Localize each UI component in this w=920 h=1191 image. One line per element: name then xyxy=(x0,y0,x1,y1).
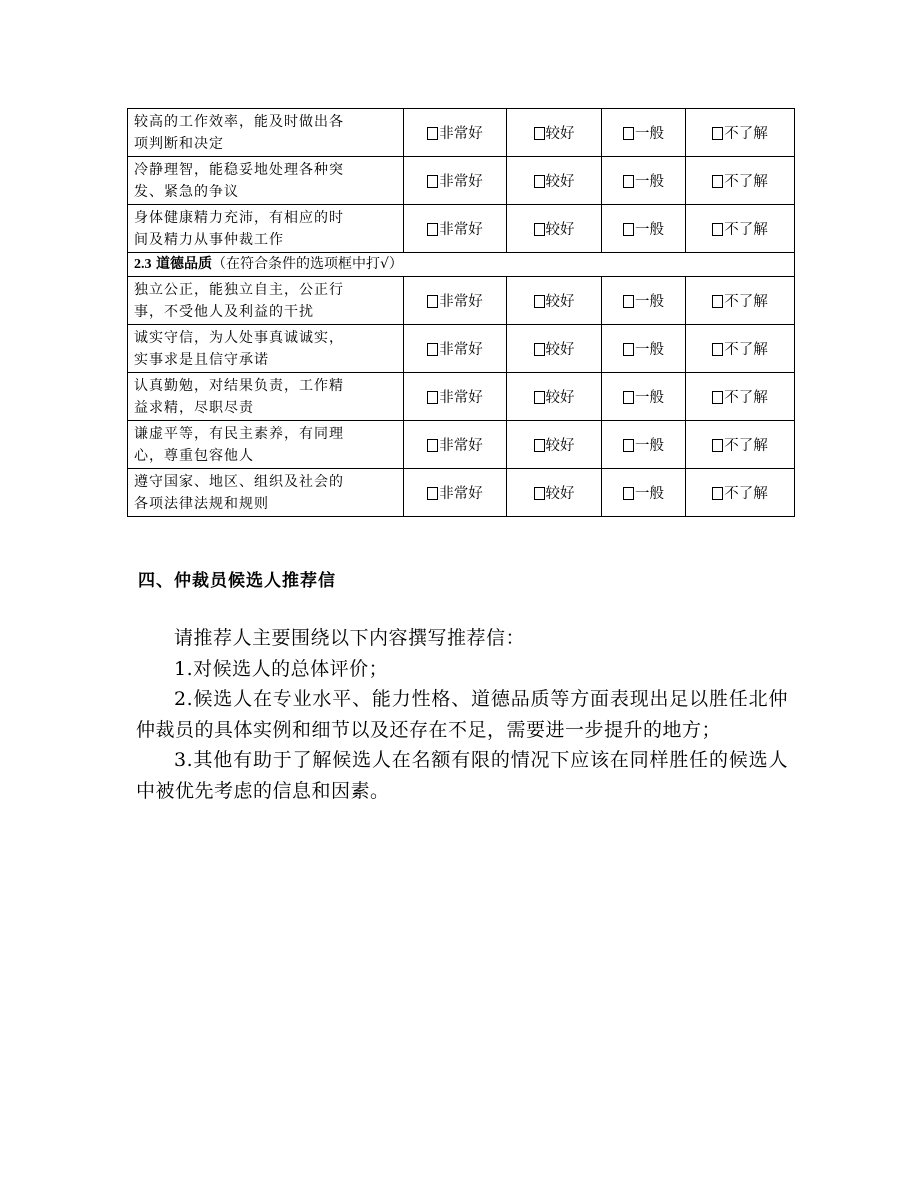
checkbox-icon[interactable] xyxy=(623,223,634,236)
rating-option-label: 较好 xyxy=(545,222,575,238)
rating-option-label: 非常好 xyxy=(439,342,483,358)
rating-option-cell[interactable] xyxy=(602,205,686,253)
rating-option-cell[interactable] xyxy=(404,421,507,469)
table-row xyxy=(128,421,795,469)
checkbox-icon[interactable] xyxy=(534,127,545,140)
rating-option-cell[interactable] xyxy=(602,277,686,325)
checkbox-icon[interactable] xyxy=(623,343,634,356)
criterion-description xyxy=(128,157,404,205)
criterion-description xyxy=(128,421,404,469)
checkbox-icon[interactable] xyxy=(534,487,545,500)
rating-option-cell[interactable] xyxy=(686,421,795,469)
table-row xyxy=(128,469,795,517)
criterion-line-2: 间及精力从事仲裁工作 xyxy=(134,232,284,248)
criterion-description xyxy=(128,109,404,157)
evaluation-table xyxy=(127,108,795,517)
checkbox-icon[interactable] xyxy=(534,343,545,356)
criterion-line-2: 心，尊重包容他人 xyxy=(134,448,254,464)
checkbox-icon[interactable] xyxy=(623,487,634,500)
checkbox-icon[interactable] xyxy=(534,439,545,452)
rating-option-label: 非常好 xyxy=(439,294,483,310)
rating-option-label: 一般 xyxy=(635,174,664,190)
rating-option-label: 较好 xyxy=(545,126,575,142)
checkbox-icon[interactable] xyxy=(427,295,438,308)
rating-option-cell[interactable] xyxy=(507,325,602,373)
rating-option-cell[interactable] xyxy=(404,277,507,325)
rating-option-cell[interactable] xyxy=(404,325,507,373)
checkbox-icon[interactable] xyxy=(623,175,634,188)
section-title: 道德品质 xyxy=(155,256,212,272)
rating-option-label: 一般 xyxy=(635,438,664,454)
rating-option-label: 不了解 xyxy=(724,126,768,142)
rating-option-label: 一般 xyxy=(635,390,664,406)
rating-option-cell[interactable] xyxy=(507,205,602,253)
criterion-line-2: 各项法律法规和规则 xyxy=(134,496,269,512)
criterion-line-2: 事，不受他人及利益的干扰 xyxy=(134,304,314,320)
checkbox-icon[interactable] xyxy=(427,175,438,188)
recommendation-letter-heading: 四、仲裁员候选人推荐信 xyxy=(138,571,336,591)
table-row xyxy=(128,157,795,205)
checkbox-icon[interactable] xyxy=(712,295,723,308)
table-row xyxy=(128,373,795,421)
rating-option-cell[interactable] xyxy=(602,469,686,517)
rating-option-label: 较好 xyxy=(545,174,575,190)
criterion-line-1: 谦虚平等，有民主素养，有同理 xyxy=(134,426,344,442)
rating-option-label: 一般 xyxy=(635,222,664,238)
instruction-intro: 请推荐人主要围绕以下内容撰写推荐信： xyxy=(174,627,526,649)
section-row xyxy=(128,253,795,277)
checkbox-icon[interactable] xyxy=(712,391,723,404)
criterion-line-1: 独立公正，能独立自主，公正行 xyxy=(134,282,344,298)
criterion-description xyxy=(128,277,404,325)
rating-option-label: 一般 xyxy=(635,342,664,358)
checkbox-icon[interactable] xyxy=(623,295,634,308)
criterion-line-2: 益求精，尽职尽责 xyxy=(134,400,254,416)
rating-option-label: 较好 xyxy=(545,438,575,454)
rating-option-cell[interactable] xyxy=(686,325,795,373)
checkbox-icon[interactable] xyxy=(534,175,545,188)
checkbox-icon[interactable] xyxy=(427,223,438,236)
checkbox-icon[interactable] xyxy=(712,439,723,452)
checkbox-icon[interactable] xyxy=(623,127,634,140)
checkbox-icon[interactable] xyxy=(427,127,438,140)
rating-option-label: 不了解 xyxy=(724,294,768,310)
rating-option-label: 不了解 xyxy=(724,438,768,454)
rating-option-cell[interactable] xyxy=(686,205,795,253)
rating-option-cell[interactable] xyxy=(686,373,795,421)
criterion-description xyxy=(128,325,404,373)
rating-option-cell[interactable] xyxy=(686,469,795,517)
rating-option-cell[interactable] xyxy=(404,205,507,253)
rating-option-cell[interactable] xyxy=(507,469,602,517)
checkbox-icon[interactable] xyxy=(623,439,634,452)
section-header xyxy=(128,253,795,277)
table-row xyxy=(128,205,795,253)
criterion-line-2: 实事求是且信守承诺 xyxy=(134,352,269,368)
checkbox-icon[interactable] xyxy=(427,343,438,356)
rating-option-label: 非常好 xyxy=(439,390,483,406)
checkbox-icon[interactable] xyxy=(427,487,438,500)
rating-option-cell[interactable] xyxy=(686,277,795,325)
rating-option-cell[interactable] xyxy=(404,469,507,517)
checkbox-icon[interactable] xyxy=(534,223,545,236)
rating-option-label: 较好 xyxy=(545,342,575,358)
criterion-line-1: 认真勤勉，对结果负责，工作精 xyxy=(134,378,344,394)
rating-option-cell[interactable] xyxy=(507,277,602,325)
rating-option-label: 非常好 xyxy=(439,486,483,502)
rating-option-cell[interactable] xyxy=(602,325,686,373)
rating-option-cell[interactable] xyxy=(507,157,602,205)
instruction-item-1: 1.对候选人的总体评价； xyxy=(174,657,389,680)
criterion-description xyxy=(128,469,404,517)
rating-option-label: 较好 xyxy=(545,486,575,502)
criterion-line-1: 冷静理智，能稳妥地处理各种突 xyxy=(134,162,344,178)
criterion-description xyxy=(128,373,404,421)
table-row xyxy=(128,277,795,325)
table-row xyxy=(128,109,795,157)
criterion-line-1: 较高的工作效率，能及时做出各 xyxy=(134,114,344,130)
instruction-item-3: 3.其他有助于了解候选人在名额有限的情况下应该在同样胜任的候选人中被优先考虑的信息和因素。 xyxy=(136,749,788,802)
rating-option-cell[interactable] xyxy=(602,421,686,469)
rating-option-label: 一般 xyxy=(635,126,664,142)
rating-option-label: 不了解 xyxy=(724,222,768,238)
instruction-item-2: 2.候选人在专业水平、能力性格、道德品质等方面表现出足以胜任北仲仲裁员的具体实例和细节以及还存在不足，需要进一步提升的地方； xyxy=(136,688,788,741)
criterion-line-2: 项判断和决定 xyxy=(134,136,224,152)
rating-option-label: 不了解 xyxy=(724,390,768,406)
rating-option-label: 一般 xyxy=(635,486,664,502)
rating-option-label: 不了解 xyxy=(724,174,768,190)
rating-option-label: 非常好 xyxy=(439,438,483,454)
rating-option-label: 较好 xyxy=(545,294,575,310)
rating-option-label: 非常好 xyxy=(439,174,483,190)
checkbox-icon[interactable] xyxy=(427,439,438,452)
rating-option-label: 非常好 xyxy=(439,222,483,238)
checkbox-icon[interactable] xyxy=(712,343,723,356)
criterion-line-2: 发、紧急的争议 xyxy=(134,184,239,200)
rating-option-label: 较好 xyxy=(545,390,575,406)
checkbox-icon[interactable] xyxy=(712,127,723,140)
rating-option-label: 不了解 xyxy=(724,486,768,502)
checkbox-icon[interactable] xyxy=(712,175,723,188)
rating-option-cell[interactable] xyxy=(404,373,507,421)
rating-option-cell[interactable] xyxy=(602,373,686,421)
rating-option-cell[interactable] xyxy=(507,421,602,469)
rating-option-cell[interactable] xyxy=(404,109,507,157)
checkbox-icon[interactable] xyxy=(623,391,634,404)
section-note: （在符合条件的选项框中打√） xyxy=(211,256,403,272)
section-number: 2.3 xyxy=(134,257,152,272)
rating-option-cell[interactable] xyxy=(507,373,602,421)
rating-option-label: 非常好 xyxy=(439,126,483,142)
table-row xyxy=(128,325,795,373)
rating-option-cell[interactable] xyxy=(507,109,602,157)
checkbox-icon[interactable] xyxy=(712,223,723,236)
checkbox-icon[interactable] xyxy=(534,391,545,404)
criterion-line-1: 遵守国家、地区、组织及社会的 xyxy=(134,474,344,490)
rating-option-cell[interactable] xyxy=(602,109,686,157)
rating-option-cell[interactable] xyxy=(404,157,507,205)
rating-option-cell[interactable] xyxy=(686,157,795,205)
checkbox-icon[interactable] xyxy=(712,487,723,500)
rating-option-label: 一般 xyxy=(635,294,664,310)
criterion-line-1: 身体健康精力充沛，有相应的时 xyxy=(134,210,344,226)
checkbox-icon[interactable] xyxy=(427,391,438,404)
criterion-line-1: 诚实守信，为人处事真诚诚实， xyxy=(134,330,344,346)
rating-option-cell[interactable] xyxy=(602,157,686,205)
rating-option-cell[interactable] xyxy=(686,109,795,157)
criterion-description xyxy=(128,205,404,253)
checkbox-icon[interactable] xyxy=(534,295,545,308)
rating-option-label: 不了解 xyxy=(724,342,768,358)
recommendation-instructions xyxy=(136,623,788,806)
